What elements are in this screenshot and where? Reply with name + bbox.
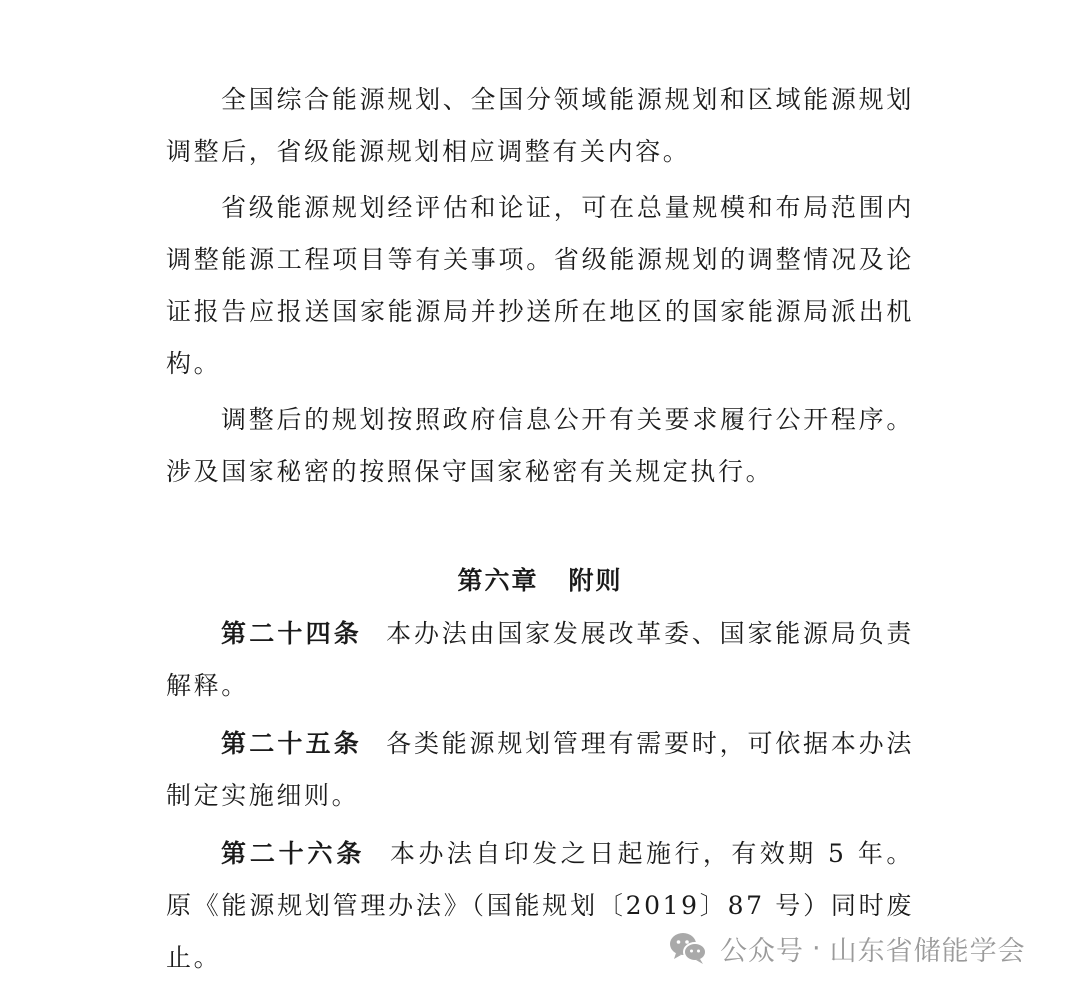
article-label: 第二十五条	[221, 729, 362, 758]
article-24	[166, 608, 914, 712]
chapter-title: 附则	[568, 566, 623, 595]
document-body	[166, 74, 914, 984]
paragraph: 省级能源规划经评估和论证，可在总量规模和布局范围内调整能源工程项目等有关事项。省级能源规划的调整情况及论证报告应报送国家能源局并抄送所在地区的国家能源局派出机构。	[166, 193, 914, 378]
article-label: 第二十六条	[221, 839, 366, 868]
paragraph: 全国综合能源规划、全国分领域能源规划和区域能源规划调整后，省级能源规划相应调整有关内容。	[166, 85, 914, 166]
article-label: 第二十四条	[221, 619, 362, 648]
watermark-separator: ·	[812, 932, 822, 964]
article-text: 本办法自印发之日起施行，有效期 5 年。原《能源规划管理办法》（国能规划〔2019〕87 号）同时废止。	[166, 839, 914, 972]
watermark-account: 山东省储能学会	[829, 935, 1026, 967]
article-25	[166, 718, 914, 822]
wechat-icon	[668, 931, 708, 965]
article-text: 本办法由国家发展改革委、国家能源局负责解释。	[166, 619, 914, 700]
paragraph: 调整后的规划按照政府信息公开有关要求履行公开程序。涉及国家秘密的按照保守国家秘密有关规定执行。	[166, 405, 914, 486]
chapter-number: 第六章	[457, 566, 539, 595]
chapter-heading	[166, 556, 914, 606]
article-text: 各类能源规划管理有需要时，可依据本办法制定实施细则。	[166, 729, 914, 810]
watermark-prefix: 公众号	[720, 935, 804, 967]
account-watermark	[668, 926, 1026, 970]
